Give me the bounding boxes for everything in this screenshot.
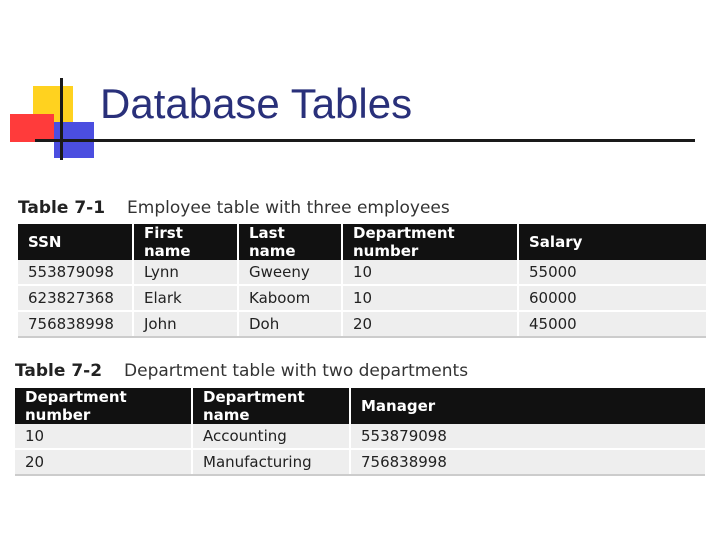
column-header: Last name xyxy=(238,224,342,260)
table-row xyxy=(15,424,705,449)
table-cell: Kaboom xyxy=(238,285,342,311)
slide-title: Database Tables xyxy=(100,80,413,127)
table-cell: 553879098 xyxy=(350,424,705,449)
column-header: SSN xyxy=(18,224,133,260)
table-row xyxy=(15,449,705,475)
table-cell: Doh xyxy=(238,311,342,337)
table-cell: Accounting xyxy=(192,424,350,449)
column-header: Department number xyxy=(15,388,192,424)
table-cell: 10 xyxy=(342,285,518,311)
logo-vertical-line xyxy=(60,78,63,160)
table-cell: 20 xyxy=(15,449,192,475)
department-table xyxy=(15,388,705,476)
table-row xyxy=(18,285,706,311)
slide-logo xyxy=(0,0,100,170)
table-cell: John xyxy=(133,311,238,337)
table-cell: 756838998 xyxy=(18,311,133,337)
table-cell: Manufacturing xyxy=(192,449,350,475)
table1-caption-text: Employee table with three employees xyxy=(127,198,450,218)
table2-caption xyxy=(15,361,468,381)
table-cell: 553879098 xyxy=(18,260,133,285)
column-header: Department number xyxy=(342,224,518,260)
table-cell: 10 xyxy=(15,424,192,449)
table1-number: Table 7-1 xyxy=(18,198,106,218)
employee-table-header-row xyxy=(18,224,706,260)
table-cell: 20 xyxy=(342,311,518,337)
table-cell: Lynn xyxy=(133,260,238,285)
table2-caption-text: Department table with two departments xyxy=(124,361,469,381)
table-cell: 45000 xyxy=(518,311,706,337)
table-row xyxy=(18,311,706,337)
table-cell: Elark xyxy=(133,285,238,311)
column-header: Department name xyxy=(192,388,350,424)
column-header: First name xyxy=(133,224,238,260)
column-header: Manager xyxy=(350,388,705,424)
table1-caption xyxy=(18,198,450,218)
table-cell: 623827368 xyxy=(18,285,133,311)
table-cell: 55000 xyxy=(518,260,706,285)
title-underline xyxy=(35,139,695,142)
table-cell: 10 xyxy=(342,260,518,285)
table-cell: 756838998 xyxy=(350,449,705,475)
column-header: Salary xyxy=(518,224,706,260)
table2-number: Table 7-2 xyxy=(15,361,103,381)
logo-red-square xyxy=(10,114,54,142)
employee-table xyxy=(18,224,706,338)
table-row xyxy=(18,260,706,285)
department-table-header-row xyxy=(15,388,705,424)
table-cell: 60000 xyxy=(518,285,706,311)
table-cell: Gweeny xyxy=(238,260,342,285)
